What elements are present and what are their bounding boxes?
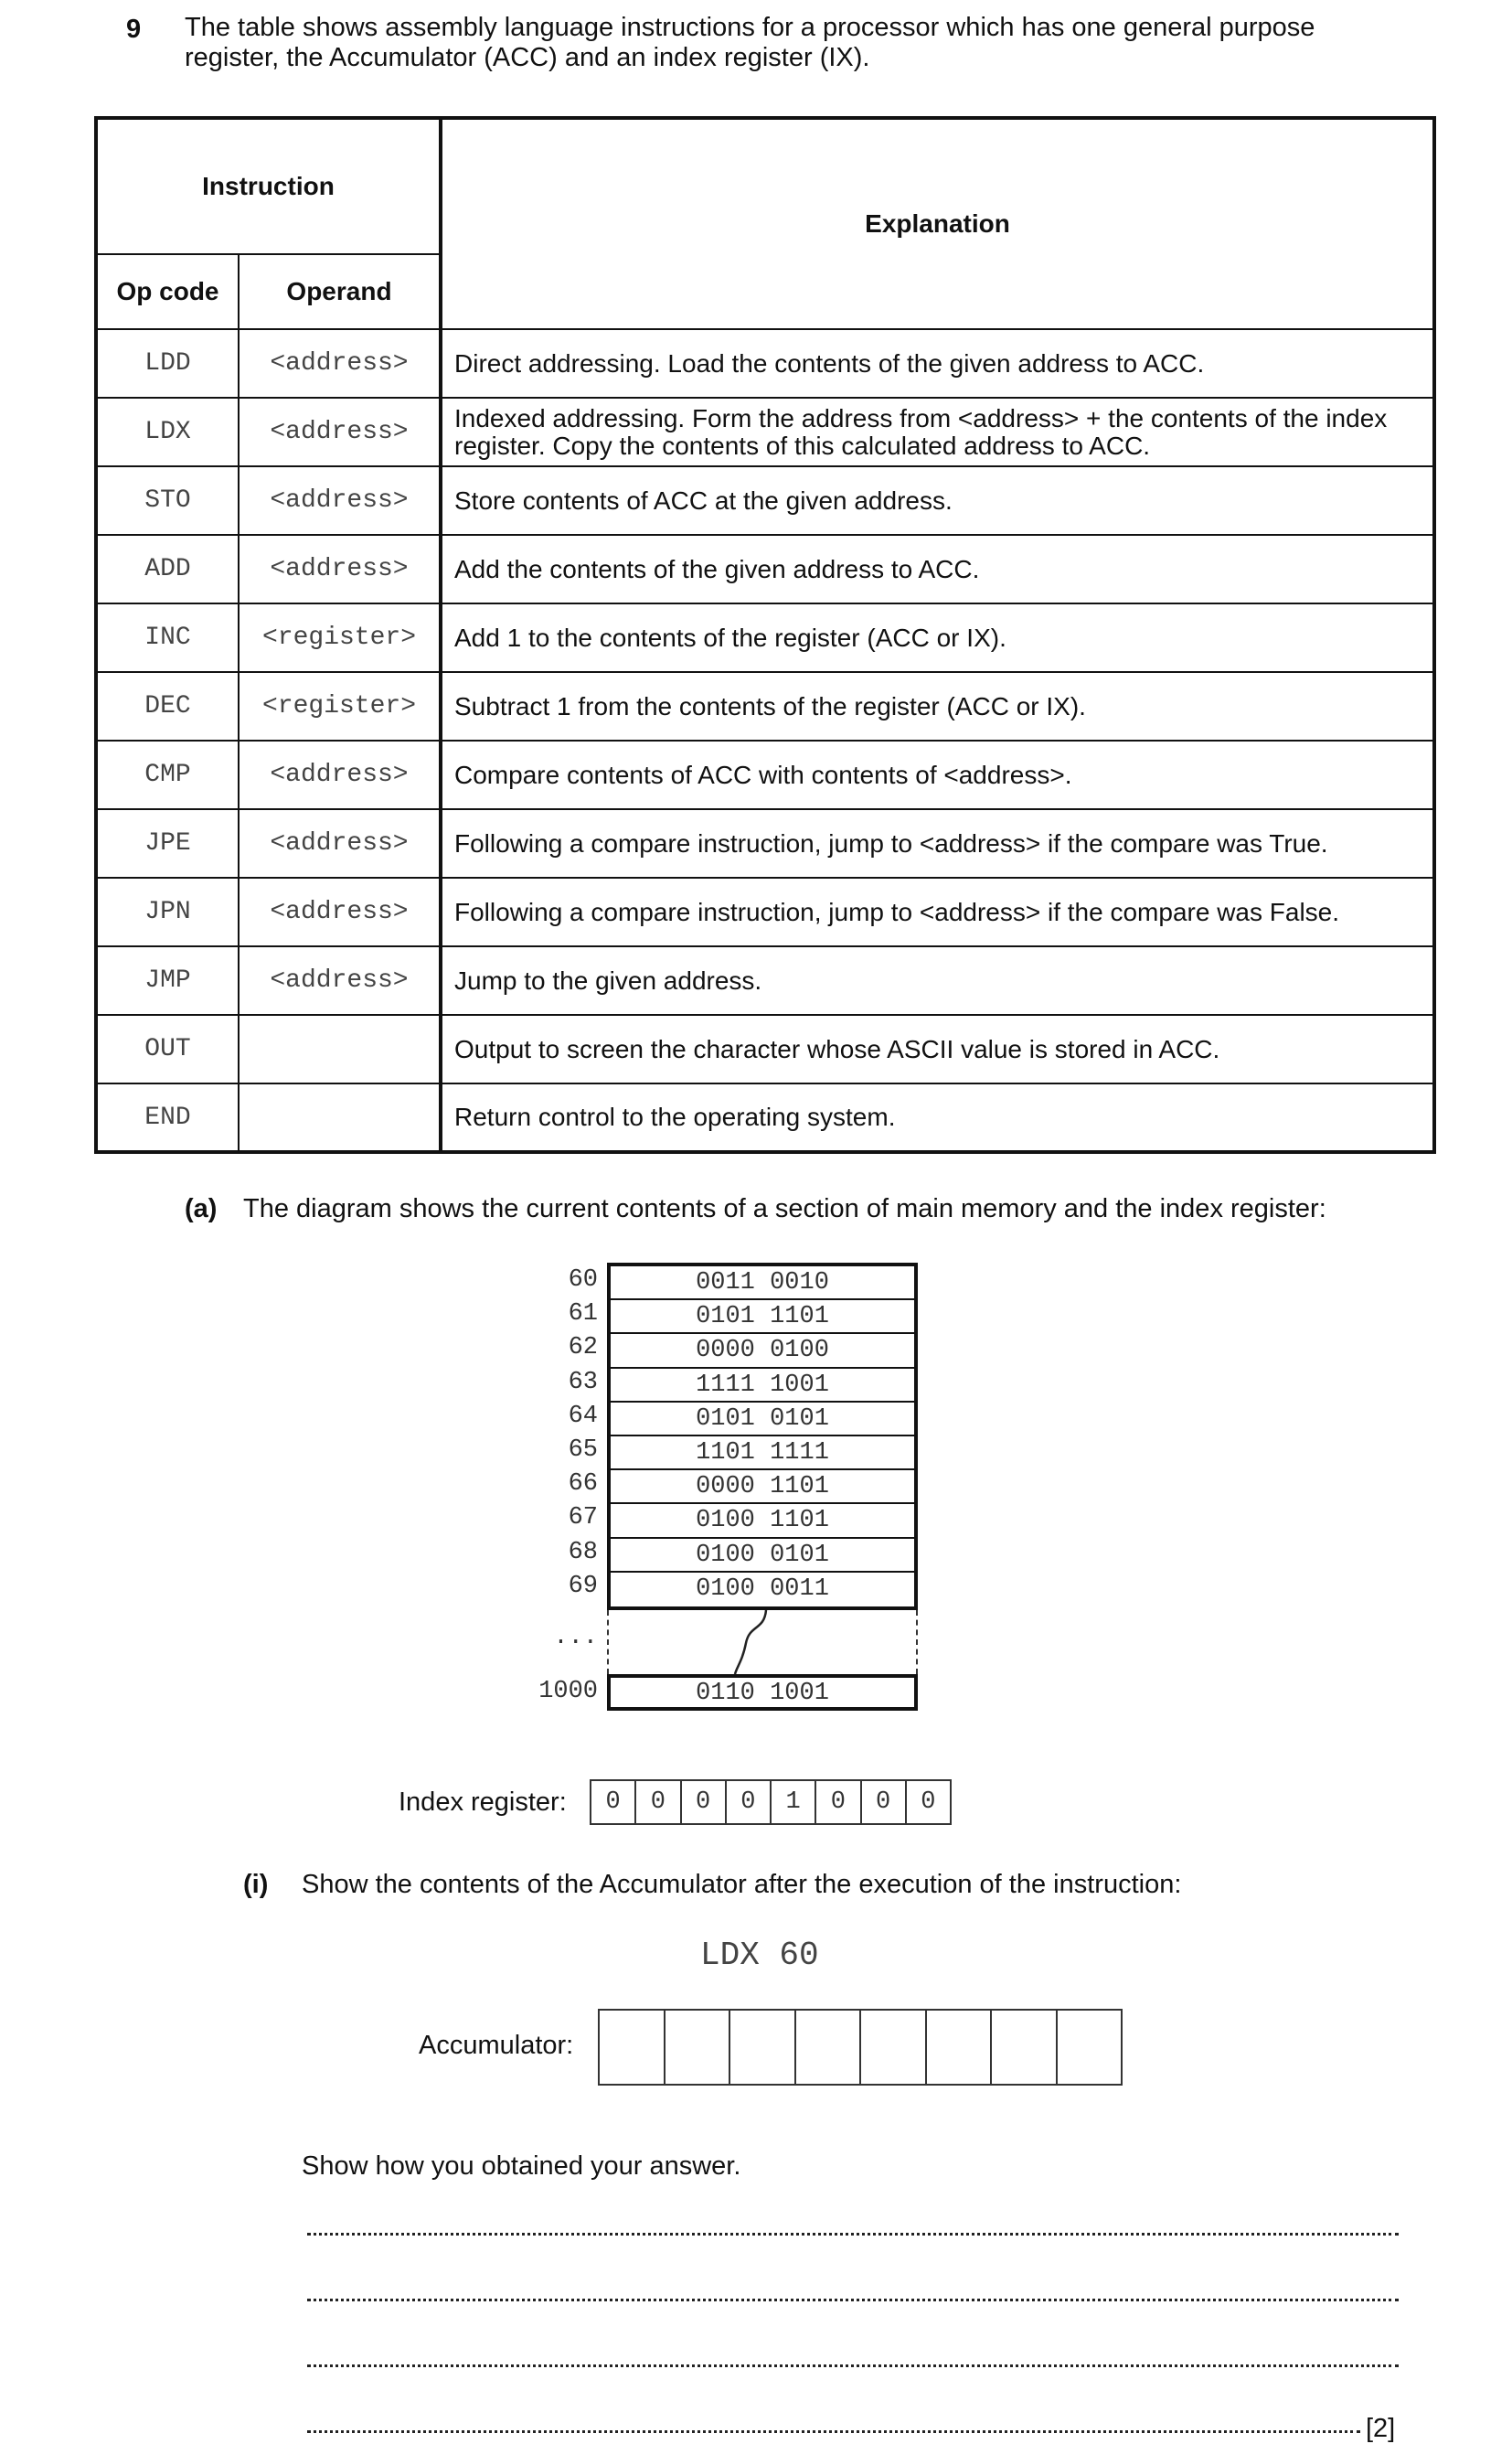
table-row [96,329,1434,398]
memory-address: 64 [568,1402,598,1430]
index-register-bit: 0 [636,1781,681,1823]
explanation-cell: Following a compare instruction, jump to <address> if the compare was True. [441,809,1434,878]
marks-label: [2] [1366,2414,1396,2443]
table-row [96,466,1434,535]
accumulator-bit-cell[interactable] [861,2011,927,2084]
accumulator-answer-box[interactable] [598,2009,1123,2086]
operand-cell [239,1083,441,1152]
memory-cell: 0101 0101 [611,1403,914,1436]
memory-ellipsis: ... [553,1624,598,1651]
index-register-box [590,1779,952,1825]
memory-address: 62 [568,1334,598,1362]
table-row [96,878,1434,946]
instruction-code: LDX 60 [700,1937,819,1974]
opcode-cell: JPE [96,809,239,878]
memory-cell: 1101 1111 [611,1436,914,1470]
part-a-label: (a) [185,1194,218,1223]
index-register-bit: 0 [591,1781,636,1823]
break-squiggle-icon [609,1610,916,1674]
operand-cell: <address> [239,398,441,466]
memory-cell: 0000 1101 [611,1470,914,1504]
memory-gap [607,1610,918,1674]
answer-line[interactable] [307,2233,1399,2236]
instruction-table [94,116,1436,1154]
accumulator-bit-cell[interactable] [600,2011,665,2084]
opcode-cell: DEC [96,672,239,741]
table-row [96,1083,1434,1152]
operand-cell [239,1015,441,1083]
memory-cell: 0011 0010 [611,1266,914,1300]
memory-address: 69 [568,1572,598,1600]
show-working-prompt: Show how you obtained your answer. [302,2151,741,2181]
explanation-cell: Jump to the given address. [441,946,1434,1015]
table-row [96,946,1434,1015]
answer-line[interactable] [307,2299,1399,2301]
memory-address: 60 [568,1266,598,1294]
table-row [96,1015,1434,1083]
memory-cell: 0100 0011 [696,1574,829,1603]
operand-cell: <address> [239,809,441,878]
explanation-cell: Direct addressing. Load the contents of the given address to ACC. [441,329,1434,398]
accumulator-bit-cell[interactable] [992,2011,1058,2084]
part-i-text: Show the contents of the Accumulator after the execution of the instruction: [302,1870,1182,1899]
index-register-label: Index register: [399,1788,567,1817]
table-row [96,741,1434,809]
operand-cell: <address> [239,329,441,398]
opcode-cell: JMP [96,946,239,1015]
memory-address-1000: 1000 [538,1678,598,1705]
header-operand: Operand [239,254,441,329]
operand-cell: <address> [239,741,441,809]
explanation-cell: Following a compare instruction, jump to <address> if the compare was False. [441,878,1434,946]
index-register-bit: 0 [727,1781,772,1823]
memory-cell: 1111 1001 [611,1369,914,1403]
memory-cell: 0100 0101 [611,1539,914,1573]
answer-line[interactable] [307,2364,1399,2367]
accumulator-bit-cell[interactable] [796,2011,862,2084]
opcode-cell: LDD [96,329,239,398]
explanation-cell: Output to screen the character whose ASCII value is stored in ACC. [441,1015,1434,1083]
opcode-cell: OUT [96,1015,239,1083]
memory-cell: 0000 0100 [611,1334,914,1368]
memory-address: 67 [568,1504,598,1532]
table-row [96,603,1434,672]
index-register-bit: 0 [816,1781,861,1823]
operand-cell: <address> [239,535,441,603]
memory-address: 61 [568,1300,598,1329]
index-register-bit: 0 [682,1781,727,1823]
operand-cell: <address> [239,878,441,946]
header-instruction: Instruction [96,118,441,254]
explanation-cell: Add the contents of the given address to ACC. [441,535,1434,603]
question-number: 9 [126,15,142,44]
part-i-label: (i) [243,1870,269,1899]
opcode-cell: LDX [96,398,239,466]
opcode-cell: STO [96,466,239,535]
operand-cell: <address> [239,466,441,535]
operand-cell: <address> [239,946,441,1015]
memory-address: 66 [568,1470,598,1499]
table-row [96,672,1434,741]
accumulator-label: Accumulator: [419,2031,574,2060]
explanation-cell: Indexed addressing. Form the address from <address> + the contents of the index register. Copy the contents of this calculated address to ACC. [441,398,1434,466]
index-register-bit: 1 [772,1781,816,1823]
index-register-bit: 0 [921,1788,936,1816]
table-row [96,398,1434,466]
explanation-cell: Compare contents of ACC with contents of <address>. [441,741,1434,809]
opcode-cell: INC [96,603,239,672]
memory-cell: 0101 1101 [611,1300,914,1334]
memory-address: 68 [568,1538,598,1566]
table-row [96,535,1434,603]
index-register-bit: 0 [862,1781,907,1823]
explanation-cell: Store contents of ACC at the given address. [441,466,1434,535]
header-opcode: Op code [96,254,239,329]
accumulator-bit-cell[interactable] [927,2011,993,2084]
operand-cell: <register> [239,672,441,741]
memory-cell: 0100 1101 [611,1504,914,1538]
part-a-text: The diagram shows the current contents of a section of main memory and the index register: [243,1194,1326,1223]
table-row [96,809,1434,878]
question-stem: The table shows assembly language instructions for a processor which has one general purpose register, the Accumulator (ACC) and an index register (IX). [185,13,1315,72]
opcode-cell: JPN [96,878,239,946]
operand-cell: <register> [239,603,441,672]
accumulator-bit-cell[interactable] [665,2011,731,2084]
explanation-cell: Add 1 to the contents of the register (ACC or IX). [441,603,1434,672]
explanation-cell: Subtract 1 from the contents of the register (ACC or IX). [441,672,1434,741]
memory-cell-1000: 0110 1001 [607,1674,918,1711]
accumulator-bit-cell[interactable] [1058,2011,1122,2084]
memory-address: 63 [568,1368,598,1396]
accumulator-bit-cell[interactable] [730,2011,796,2084]
memory-block [607,1263,918,1610]
opcode-cell: END [96,1083,239,1152]
answer-line[interactable] [307,2430,1360,2433]
memory-address: 65 [568,1436,598,1464]
explanation-cell: Return control to the operating system. [441,1083,1434,1152]
opcode-cell: CMP [96,741,239,809]
header-explanation: Explanation [441,118,1434,329]
opcode-cell: ADD [96,535,239,603]
